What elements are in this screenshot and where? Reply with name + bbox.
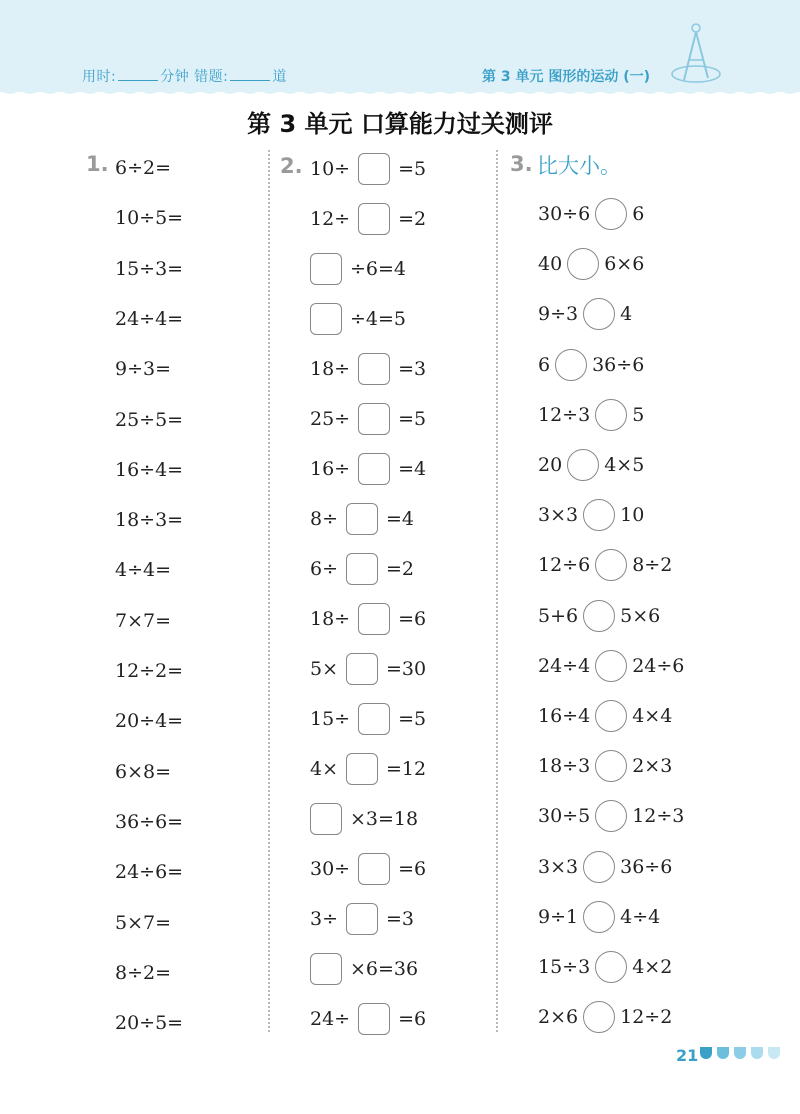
compare-left: 2×6 xyxy=(538,1006,579,1029)
answer-box[interactable] xyxy=(346,653,378,685)
equation-after: ×3=18 xyxy=(350,808,419,830)
equation-before: 4× xyxy=(310,758,339,780)
equation-text: 6÷2= xyxy=(115,157,172,179)
compare-right: 36÷6 xyxy=(592,353,645,376)
equation-after: =12 xyxy=(386,758,427,780)
equation-before: 6÷ xyxy=(310,558,339,580)
answer-box[interactable] xyxy=(310,253,342,285)
compare-circle[interactable] xyxy=(595,650,627,682)
equation-before: 5× xyxy=(310,658,339,680)
section-1-item xyxy=(115,301,183,337)
equation-text: 4÷4= xyxy=(115,559,172,582)
minutes-label: 分钟 xyxy=(160,69,190,85)
answer-box[interactable] xyxy=(310,953,342,985)
equation-before: 18÷ xyxy=(310,358,351,380)
answer-box[interactable] xyxy=(358,353,390,385)
compare-right: 4 xyxy=(620,303,633,326)
equation-before: 3÷ xyxy=(310,908,339,930)
equation-after: =6 xyxy=(398,608,427,630)
section-2-number: 2. xyxy=(280,154,303,178)
equation-text: 24÷6= xyxy=(115,861,184,884)
equation-after: =5 xyxy=(398,408,427,430)
answer-box[interactable] xyxy=(310,303,342,335)
answer-box[interactable] xyxy=(358,603,390,635)
section-3-item xyxy=(538,999,672,1035)
section-3-item xyxy=(538,547,672,583)
equation-text: 20÷5= xyxy=(115,1012,184,1035)
section-1-item xyxy=(115,502,183,538)
section-3-label: 比大小。 xyxy=(537,154,621,178)
section-1-item xyxy=(115,905,171,941)
compare-circle[interactable] xyxy=(583,901,615,933)
compare-left: 18÷3 xyxy=(538,755,591,778)
column-divider-1 xyxy=(268,150,270,1032)
section-3-item xyxy=(538,447,644,483)
equation-after: ÷6=4 xyxy=(350,258,407,280)
compare-right: 6×6 xyxy=(604,253,645,276)
compare-right: 4×4 xyxy=(632,705,673,727)
section-2-item xyxy=(302,251,406,287)
equation-text: 8÷2= xyxy=(115,961,172,984)
equation-after: =30 xyxy=(386,658,427,680)
equation-text: 36÷6= xyxy=(115,810,184,833)
column-divider-2 xyxy=(496,150,498,1032)
equation-after: =2 xyxy=(398,208,427,230)
answer-box[interactable] xyxy=(358,703,390,735)
compare-right: 10 xyxy=(620,504,645,527)
section-3-number: 3. xyxy=(510,152,533,176)
answer-box[interactable] xyxy=(358,1003,390,1035)
compare-circle[interactable] xyxy=(595,951,627,983)
equation-after: =4 xyxy=(398,458,427,480)
answer-box[interactable] xyxy=(358,853,390,885)
equation-before: 16÷ xyxy=(310,458,351,480)
compare-circle[interactable] xyxy=(595,198,627,230)
section-1-item xyxy=(115,804,183,840)
answer-box[interactable] xyxy=(358,453,390,485)
compare-circle[interactable] xyxy=(583,298,615,330)
section-2-item xyxy=(302,801,418,837)
equation-text: 25÷5= xyxy=(115,408,184,431)
answer-box[interactable] xyxy=(346,753,378,785)
compare-circle[interactable] xyxy=(583,600,615,632)
time-blank[interactable] xyxy=(118,69,158,81)
compare-circle[interactable] xyxy=(555,349,587,381)
compare-right: 5 xyxy=(632,403,645,426)
section-1-item xyxy=(115,351,171,387)
equation-text: 10÷5= xyxy=(115,207,184,230)
compare-circle[interactable] xyxy=(595,549,627,581)
equation-after: ÷4=5 xyxy=(350,308,407,330)
section-2-item xyxy=(310,651,426,687)
section-2-item xyxy=(310,201,426,237)
compare-right: 4×5 xyxy=(604,454,645,476)
answer-box[interactable] xyxy=(358,203,390,235)
page-title: 第 3 单元 口算能力过关测评 xyxy=(247,110,553,138)
errors-blank[interactable] xyxy=(230,69,270,81)
compare-left: 5+6 xyxy=(538,604,579,627)
section-1-number: 1. xyxy=(86,152,109,176)
compare-circle[interactable] xyxy=(583,851,615,883)
compare-left: 12÷3 xyxy=(538,403,591,426)
compare-left: 12÷6 xyxy=(538,554,591,577)
compare-circle[interactable] xyxy=(583,1001,615,1033)
equation-before: 18÷ xyxy=(310,608,351,630)
compare-left: 40 xyxy=(538,253,563,276)
answer-box[interactable] xyxy=(310,803,342,835)
answer-box[interactable] xyxy=(346,903,378,935)
equation-after: =6 xyxy=(398,1008,427,1030)
section-2-item xyxy=(310,351,426,387)
section-2-item xyxy=(310,1001,426,1037)
compare-circle[interactable] xyxy=(595,399,627,431)
compare-right: 12÷3 xyxy=(632,805,685,828)
compare-left: 30÷6 xyxy=(538,203,591,225)
equation-after: =2 xyxy=(386,558,415,580)
section-2-item xyxy=(310,601,426,637)
compare-left: 16÷4 xyxy=(538,705,591,727)
section-3-item xyxy=(538,598,660,634)
equation-text: 15÷3= xyxy=(115,257,184,280)
answer-box[interactable] xyxy=(346,503,378,535)
section-2-item xyxy=(310,701,426,737)
section-1-item xyxy=(115,402,183,438)
equation-text: 16÷4= xyxy=(115,458,184,481)
time-error-record xyxy=(82,66,287,86)
section-3-item xyxy=(538,497,644,533)
equation-before: 15÷ xyxy=(310,708,351,730)
compare-right: 8÷2 xyxy=(632,554,673,577)
compare-left: 3×3 xyxy=(538,504,579,527)
section-1-item xyxy=(115,754,171,790)
compare-right: 4×2 xyxy=(632,956,673,978)
page-dots-decoration xyxy=(700,1047,780,1059)
section-1-item xyxy=(115,854,183,890)
equation-text: 24÷4= xyxy=(115,307,184,330)
section-3-item xyxy=(538,296,632,332)
section-1-item xyxy=(115,1005,183,1041)
section-2-item xyxy=(310,551,414,587)
equation-after: =6 xyxy=(398,858,427,880)
unit-label: 第 3 单元 图形的运动 (一) xyxy=(481,69,650,85)
section-1-item xyxy=(115,150,171,186)
compare-right: 24÷6 xyxy=(632,654,685,677)
compare-left: 9÷1 xyxy=(538,905,579,928)
section-3-item xyxy=(538,949,672,985)
compare-left: 3×3 xyxy=(538,855,579,878)
section-1-item xyxy=(115,653,183,689)
equation-before: 24÷ xyxy=(310,1008,351,1030)
section-3-item xyxy=(538,899,660,935)
equation-after: =3 xyxy=(398,358,427,380)
equation-after: =3 xyxy=(386,908,415,930)
compare-circle[interactable] xyxy=(595,750,627,782)
section-3-item xyxy=(538,849,672,885)
equation-before: 8÷ xyxy=(310,508,339,530)
section-1-item xyxy=(115,603,171,639)
section-2-item xyxy=(310,401,426,437)
equation-after: =4 xyxy=(386,508,415,530)
section-1-item xyxy=(115,452,183,488)
section-3-item xyxy=(538,748,672,784)
equation-before: 10÷ xyxy=(310,158,351,180)
equation-before: 25÷ xyxy=(310,408,351,430)
section-1-item xyxy=(115,955,171,991)
compare-right: 2×3 xyxy=(632,755,673,778)
section-2-item xyxy=(310,751,426,787)
section-3-item xyxy=(538,698,672,734)
equation-after: ×6=36 xyxy=(350,958,419,980)
answer-box[interactable] xyxy=(346,553,378,585)
section-3-item xyxy=(538,196,644,232)
equation-text: 6×8= xyxy=(115,760,172,783)
section-3-item xyxy=(538,246,644,282)
section-3-item xyxy=(538,397,644,433)
section-2-item xyxy=(302,951,418,987)
compare-left: 30÷5 xyxy=(538,805,591,828)
equation-text: 20÷4= xyxy=(115,710,184,733)
compare-left: 24÷4 xyxy=(538,654,591,677)
compare-left: 9÷3 xyxy=(538,303,579,326)
section-2-item xyxy=(310,451,426,487)
section-1-item xyxy=(115,251,183,287)
compare-circle[interactable] xyxy=(595,800,627,832)
compass-icon xyxy=(666,20,726,88)
section-2-item xyxy=(310,501,414,537)
compare-right: 12÷2 xyxy=(620,1006,673,1029)
equation-text: 9÷3= xyxy=(115,358,172,381)
equation-text: 12÷2= xyxy=(115,660,184,682)
equation-after: =5 xyxy=(398,158,427,180)
equation-text: 7×7= xyxy=(115,609,172,632)
time-label: 用时: xyxy=(82,69,117,85)
equation-before: 30÷ xyxy=(310,858,351,880)
compare-right: 5×6 xyxy=(620,604,661,627)
section-3-item xyxy=(538,798,684,834)
compare-left: 6 xyxy=(538,353,551,376)
section-3-item xyxy=(538,347,644,383)
section-2-item xyxy=(310,151,426,187)
section-2-item xyxy=(310,851,426,887)
section-3-item xyxy=(538,648,684,684)
equation-text: 5×7= xyxy=(115,911,172,934)
compare-circle[interactable] xyxy=(567,248,599,280)
compare-right: 36÷6 xyxy=(620,855,673,878)
section-1-item xyxy=(115,200,183,236)
compare-right: 4÷4 xyxy=(620,905,661,928)
answer-box[interactable] xyxy=(358,153,390,185)
compare-left: 20 xyxy=(538,454,563,476)
errors-label: 错题: xyxy=(194,69,229,85)
page-number: 21 xyxy=(676,1046,699,1065)
compare-circle[interactable] xyxy=(583,499,615,531)
compare-circle[interactable] xyxy=(567,449,599,481)
equation-text: 18÷3= xyxy=(115,509,184,532)
answer-box[interactable] xyxy=(358,403,390,435)
section-1-item xyxy=(115,552,171,588)
compare-left: 15÷3 xyxy=(538,956,591,978)
questions-label: 道 xyxy=(272,69,287,85)
section-2-item xyxy=(302,301,406,337)
section-1-item xyxy=(115,703,183,739)
compare-right: 6 xyxy=(632,203,645,225)
section-2-item xyxy=(310,901,414,937)
equation-after: =5 xyxy=(398,708,427,730)
equation-before: 12÷ xyxy=(310,208,351,230)
compare-circle[interactable] xyxy=(595,700,627,732)
